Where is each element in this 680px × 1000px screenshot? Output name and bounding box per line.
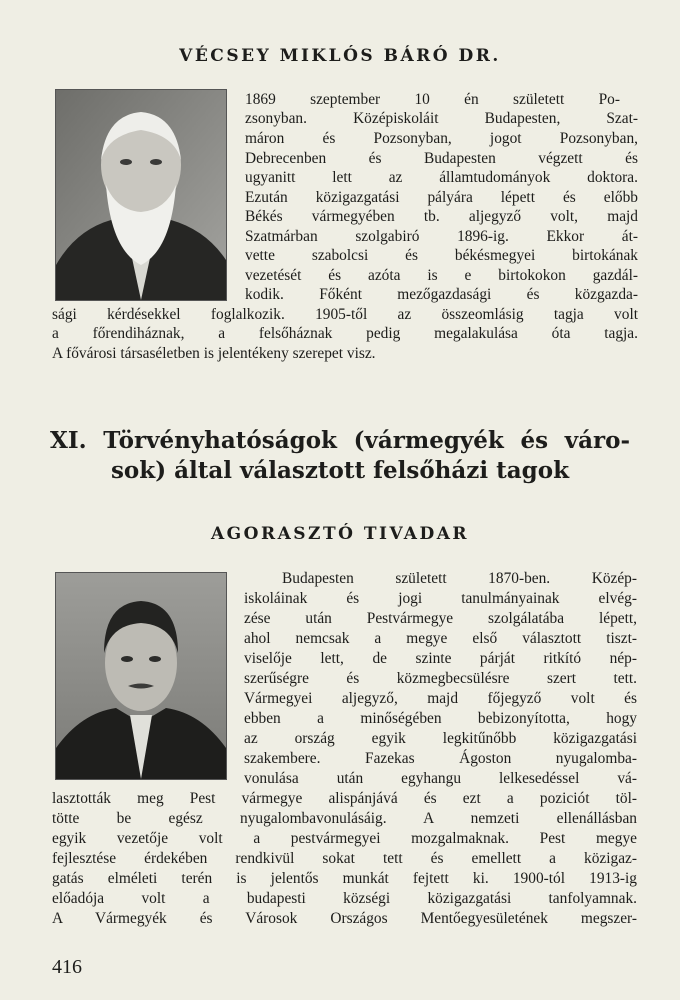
bio1-line: vette szabolcsi és békésmegyei birtokának (245, 247, 638, 264)
bio1-line: Békés vármegyében tb. aljegyző volt, majd (245, 208, 638, 225)
section-title-line-2: sok) által választott felsőházi tagok (110, 457, 570, 484)
bio2-line: zése után Pestvármegye szolgálatába lépett, (244, 610, 637, 627)
bio-heading-vecsey: VÉCSEY MIKLÓS BÁRÓ DR. (179, 46, 501, 66)
bio2-line: ebben a minőségében bebizonyította, hogy (244, 710, 637, 727)
bio1-line: sági kérdésekkel foglalkozik. 1905-től az összeomlásig tagja volt (52, 306, 638, 323)
bio2-line: iskoláinak és jogi tanulmányainak elvég- (244, 590, 637, 607)
bio1-line: Ezután közigazgatási pályára lépett és előbb (245, 189, 638, 206)
bio2-line: gatás elméleti terén is jelentős munkát fejtett ki. 1900-tól 1913-ig (52, 870, 637, 887)
bio2-line: A Vármegyék és Városok Országos Mentőegyesületének megszer- (52, 910, 637, 927)
bio-heading-agorasztó: AGORASZTÓ TIVADAR (210, 524, 470, 544)
portrait-vecsey-photo (55, 89, 227, 301)
bio2-line: viselője lett, de szinte párját ritkító nép- (244, 650, 637, 667)
page-number: 416 (52, 956, 82, 978)
bio2-line: szerűségre és közmegbecsülésre szert tett. (244, 670, 637, 687)
bio2-line: fejlesztése érdekében rendkivül sokat tett és emellett a közigaz- (52, 850, 637, 867)
bio1-line: ugyanitt lett az államtudományok doktora. (245, 169, 638, 186)
bio2-line: Budapesten született 1870-ben. Közép- (282, 570, 637, 587)
bio2-line: az ország egyik legkitűnőbb közigazgatási (244, 730, 637, 747)
section-title-line-1: XI. Törvényhatóságok (vármegyék és váro- (50, 427, 630, 454)
bio1-line: A fővárosi társaséletben is jelentékeny szerepet visz. (52, 345, 376, 362)
bio2-line: lasztották meg Pest vármegye alispánjává és ezt a poziciót töl- (52, 790, 637, 807)
bio2-line: vonulása után egyhangu lelkesedéssel vá- (244, 770, 637, 787)
portrait-agorasztó-photo (55, 572, 227, 780)
bio1-line: Debrecenben és Budapesten végzett és (245, 150, 638, 167)
bio1-line: vezetését és azóta is e birtokokon gazdál- (245, 267, 638, 284)
bio1-line: a főrendiháznak, a felsőháznak pedig megalakulása óta tagja. (52, 325, 638, 342)
bio2-line: tötte be egész nyugalombavonulásáig. A nemzeti ellenállásban (52, 810, 637, 827)
bio1-line: Szatmárban szolgabiró 1896-ig. Ekkor át- (245, 228, 638, 245)
bio2-line: előadója volt a budapesti községi közigazgatási tanfolyamnak. (52, 890, 637, 907)
bio1-line: zsonyban. Középiskoláit Budapesten, Szat- (245, 110, 638, 127)
bio1-line: kodik. Főként mezőgazdasági és közgazda- (245, 286, 638, 303)
bio2-line: ahol nemcsak a megye első választott tiszt- (244, 630, 637, 647)
bio2-line: egyik vezetője volt a pestvármegyei mozgalmaknak. Pest megye (52, 830, 637, 847)
bio2-line: Vármegyei aljegyző, majd főjegyző volt és (244, 690, 637, 707)
bio2-line: szakembere. Fazekas Ágoston nyugalomba- (244, 750, 637, 767)
bio1-line: 1869 szeptember 10 én született Po- (245, 91, 620, 108)
bio1-line: máron és Pozsonyban, jogot Pozsonyban, (245, 130, 638, 147)
